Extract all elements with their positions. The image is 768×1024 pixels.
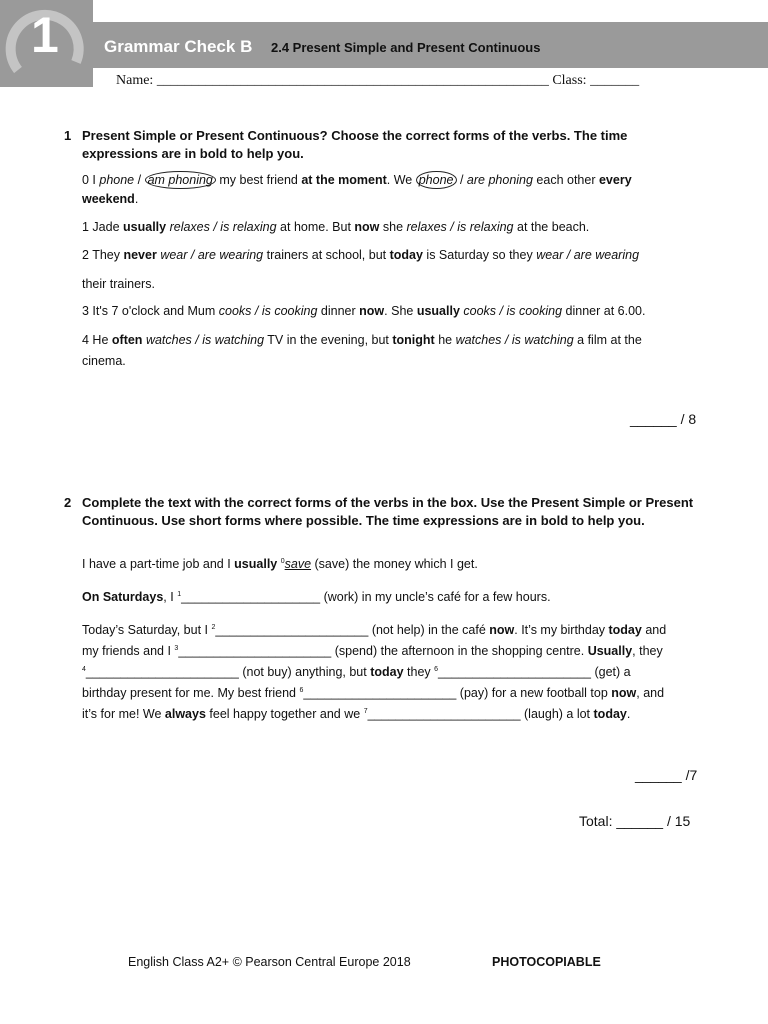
exercise-2-line-5: birthday present for me. My best friend $^6$______________________ (pay) for a new football top now, and: [82, 686, 665, 701]
name-field[interactable]: ________________________________________________________: [156, 73, 549, 88]
circled-answer: phone: [416, 171, 457, 189]
verb-choice[interactable]: relaxes / is relaxing: [406, 220, 514, 234]
unit-number: 1: [31, 7, 59, 63]
class-label: Class:: [552, 73, 587, 88]
exercise-2-line-1: On Saturdays, I $^1$____________________ (work) in my uncle’s café for a few hours.: [82, 590, 551, 605]
circled-answer: am phoning: [145, 171, 216, 189]
exercise-1-item-1: 1 Jade usually relaxes / is relaxing at home. But now she relaxes / is relaxing at the beach.: [82, 220, 590, 234]
answer-blank-2[interactable]: ______________________: [215, 623, 369, 638]
exercise-2-intro: I have a part-time job and I usually $^0$save (save) the money which I get.: [82, 557, 478, 572]
exercise-2-instruction: Complete the text with the correct forms of the verbs in the box. Use the Present Simple or Present Continuous. Use short forms where possible. The time expressions are in bold to help you.: [82, 495, 694, 528]
verb-choice[interactable]: watches / is watching: [455, 333, 574, 347]
exercise-1-item-3: 3 It's 7 o'clock and Mum cooks / is cooking dinner now. She usually cooks / is cooking dinner at 6.00.: [82, 304, 646, 318]
exercise-2-line-6: it’s for me! We always feel happy together and we $^7$______________________ (laugh) a lot today.: [82, 707, 631, 722]
class-field[interactable]: _______: [590, 73, 640, 88]
exercise-2-score[interactable]: ______ /7: [635, 767, 698, 783]
footer-photocopiable: PHOTOCOPIABLE: [492, 955, 601, 969]
exercise-1-instruction: Present Simple or Present Continuous? Choose the correct forms of the verbs. The time expressions are in bold to help you.: [82, 128, 628, 161]
exercise-1-item-2-cont: their trainers.: [82, 277, 155, 291]
footer-copyright: English Class A2+ © Pearson Central Europe 2018: [128, 955, 411, 969]
name-label: Name:: [116, 73, 154, 88]
verb-choice[interactable]: wear / are wearing: [536, 248, 640, 262]
worksheet-title: Grammar Check B: [104, 37, 253, 56]
name-class-line: [116, 73, 639, 89]
example-answer: save: [284, 557, 312, 572]
exercise-2-line-4: $^4$______________________ (not buy) anything, but today they $^6$______________________ (get) a: [82, 665, 631, 680]
answer-blank-7[interactable]: ______________________: [367, 707, 521, 722]
verb-choice[interactable]: relaxes / is relaxing: [169, 220, 277, 234]
exercise-1-item-4-cont: cinema.: [82, 354, 126, 368]
header-bar: [93, 22, 768, 68]
unit-badge: [0, 0, 93, 87]
exercise-2-number: 2: [64, 495, 72, 510]
verb-choice[interactable]: wear / are wearing: [160, 248, 264, 262]
exercise-2-line-3: my friends and I $^3$______________________ (spend) the afternoon in the shopping centre. Usually, they: [82, 644, 663, 659]
exercise-1-number: 1: [64, 128, 72, 143]
worksheet-subtitle: 2.4 Present Simple and Present Continuous: [271, 40, 541, 55]
exercise-1-score[interactable]: ______ / 8: [630, 411, 697, 427]
verb-choice[interactable]: cooks / is cooking: [463, 304, 563, 318]
exercise-1-item-2: 2 They never wear / are wearing trainers at school, but today is Saturday so they wear / are wearing: [82, 248, 640, 262]
exercise-1-example-line1: 0 I phone / am phoning my best friend at the moment. We phone / are phoning each other every: [82, 173, 632, 187]
answer-blank-5[interactable]: ______________________: [438, 665, 591, 680]
answer-blank-3[interactable]: ______________________: [178, 644, 332, 659]
exercise-1-example-line2: weekend.: [82, 192, 139, 206]
answer-blank-1[interactable]: ____________________: [181, 590, 321, 605]
answer-blank-6[interactable]: ______________________: [303, 686, 457, 701]
verb-choice[interactable]: watches / is watching: [145, 333, 265, 347]
exercise-2-line-2: Today’s Saturday, but I $^2$______________________ (not help) in the café now. It’s my birthday today and: [82, 623, 667, 638]
verb-choice[interactable]: cooks / is cooking: [218, 304, 318, 318]
total-score[interactable]: Total: ______ / 15: [579, 813, 691, 829]
exercise-1-item-4: 4 He often watches / is watching TV in the evening, but tonight he watches / is watching a film at the: [82, 333, 642, 347]
answer-blank-4[interactable]: ______________________: [85, 665, 239, 680]
